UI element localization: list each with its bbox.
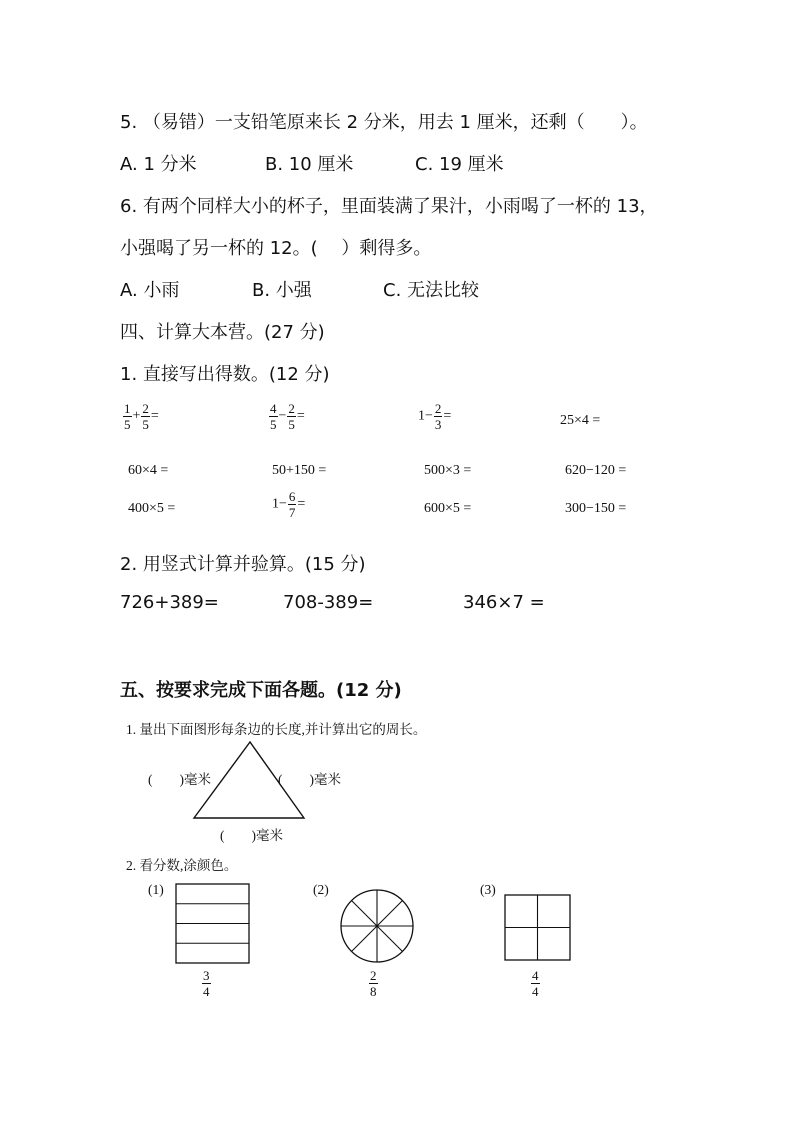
fig-2-circle[interactable]	[339, 888, 415, 964]
calc-r1c1: $\frac{1}{5}$ + $\frac{2}{5}$ =	[124, 401, 159, 432]
calc-r3c2: 1− $\frac{6}{7}$ =	[272, 489, 306, 520]
calc-r2c2: 50+150 =	[272, 463, 327, 478]
fig-3-label: (3)	[480, 882, 496, 897]
calc-r1c4: 25×4 =	[560, 413, 601, 428]
question-6-line1: 6. 有两个同样大小的杯子，里面装满了果汁，小雨喝了一杯的 13，	[120, 196, 658, 217]
vertical-calc-2: 708-389=	[283, 592, 374, 613]
section-4-sub2: 2. 用竖式计算并验算。(15 分)	[120, 554, 366, 575]
question-5: 5. （易错）一支铅笔原来长 2 分米，用去 1 厘米，还剩（ ）。	[120, 112, 648, 133]
fig-2-label: (2)	[313, 882, 329, 897]
fig-1-rectangle[interactable]	[175, 883, 251, 965]
fig-3-fraction: $\frac{4}{4}$	[532, 968, 539, 999]
triangle-bottom-side-label: ( )毫米	[220, 828, 283, 843]
q5-option-b: B. 10 厘米	[265, 154, 354, 175]
q5-option-a: A. 1 分米	[120, 154, 197, 175]
section-4-heading: 四、计算大本营。(27 分)	[120, 322, 325, 343]
fig-2-fraction: $\frac{2}{8}$	[370, 968, 377, 999]
triangle-left-side-label: ( )毫米	[148, 772, 211, 787]
fig-3-square[interactable]	[504, 894, 572, 962]
triangle-right-side-label: ( )毫米	[278, 772, 341, 787]
vertical-calc-3: 346×7 =	[463, 592, 545, 613]
fig-1-fraction: $\frac{3}{4}$	[203, 968, 210, 999]
calc-r3c1: 400×5 =	[128, 501, 176, 516]
calc-r1c2: $\frac{4}{5}$ − $\frac{2}{5}$ =	[270, 401, 305, 432]
q6-option-b: B. 小强	[252, 280, 312, 301]
vertical-calc-1: 726+389=	[120, 592, 219, 613]
section-5-q2: 2. 看分数,涂颜色。	[126, 858, 238, 873]
calc-r2c1: 60×4 =	[128, 463, 169, 478]
calc-r3c3: 600×5 =	[424, 501, 472, 516]
q5-option-c: C. 19 厘米	[415, 154, 504, 175]
section-4-sub1: 1. 直接写出得数。(12 分)	[120, 364, 330, 385]
q6-option-a: A. 小雨	[120, 280, 180, 301]
q6-option-c: C. 无法比较	[383, 280, 480, 301]
calc-r2c4: 620−120 =	[565, 463, 627, 478]
section-5-heading: 五、按要求完成下面各题。(12 分)	[120, 680, 402, 701]
calc-r1c3: 1− $\frac{2}{3}$ =	[418, 401, 452, 432]
section-5-q1: 1. 量出下面图形每条边的长度,并计算出它的周长。	[126, 722, 427, 737]
calc-r2c3: 500×3 =	[424, 463, 472, 478]
question-6-line2: 小强喝了另一杯的 12。( ）剩得多。	[120, 238, 432, 259]
calc-r3c4: 300−150 =	[565, 501, 627, 516]
fig-1-label: (1)	[148, 882, 164, 897]
